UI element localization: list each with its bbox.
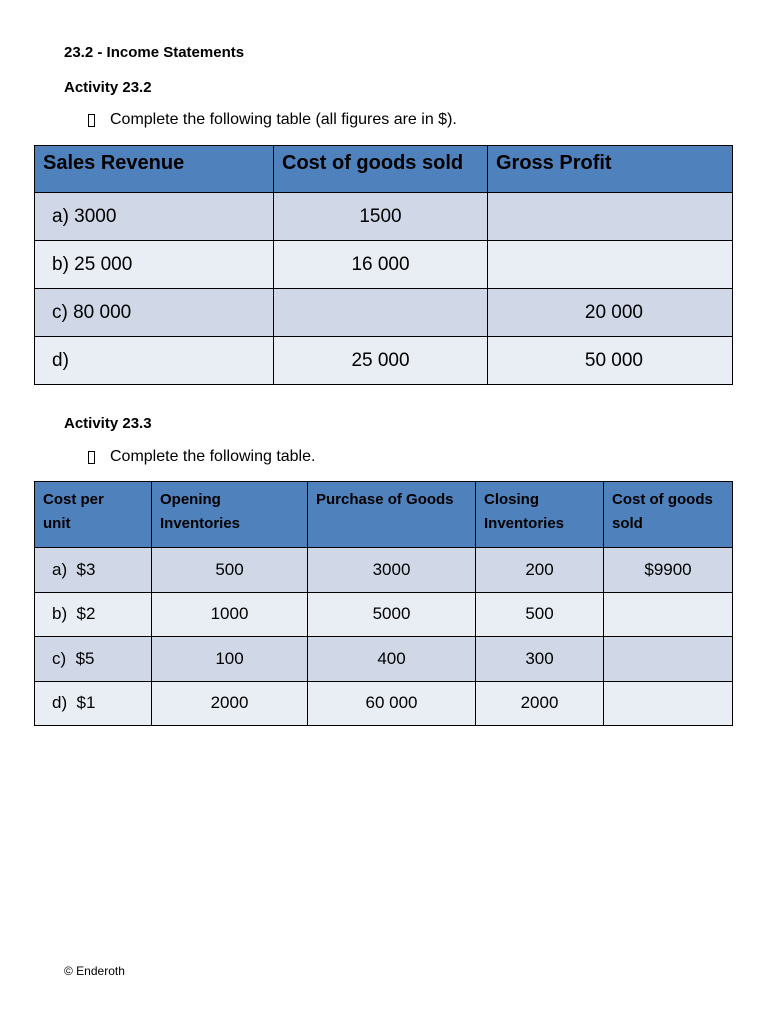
cost-of-goods-sold-cell[interactable] [604,637,733,682]
bullet-icon [88,451,95,464]
instruction-text: Complete the following table. [110,448,316,465]
cost-per-unit-cell: c) $5 [35,637,152,682]
activity-23-3-instruction [88,448,315,466]
cost-per-unit-cell: a) $3 [35,548,152,593]
cost-of-goods-sold-cell[interactable] [604,592,733,637]
cost-per-unit-cell: d) $1 [35,681,152,726]
header-sales-revenue: Sales Revenue [35,146,274,193]
header-gross-profit: Gross Profit [488,146,733,193]
sales-revenue-cell: a) 3000 [35,193,274,241]
table-row [35,548,733,593]
cost-of-goods-sold-table [34,481,733,726]
gross-profit-cell[interactable] [488,241,733,289]
cost-of-goods-cell: 16 000 [274,241,488,289]
activity-23-2-instruction [88,111,457,129]
cost-per-unit-cell: b) $2 [35,592,152,637]
table-row [35,193,733,241]
instruction-text: Complete the following table (all figures are in $). [110,111,457,128]
cost-of-goods-cell[interactable] [274,289,488,337]
gross-profit-table [34,145,733,385]
table-row [35,637,733,682]
header-cost-of-goods-sold: Cost of goods sold [274,146,488,193]
table-row [35,241,733,289]
gross-profit-cell[interactable] [488,193,733,241]
opening-inventories-cell: 500 [152,548,308,593]
closing-inventories-cell: 200 [476,548,604,593]
bullet-icon [88,114,95,127]
cost-of-goods-cell: 25 000 [274,337,488,385]
table-row [35,592,733,637]
header-cost-of-goods-sold: Cost of goods sold [604,482,733,548]
gross-profit-cell: 20 000 [488,289,733,337]
purchase-of-goods-cell: 3000 [308,548,476,593]
activity-23-2-label: Activity 23.2 [64,79,152,96]
table-row [35,289,733,337]
closing-inventories-cell: 300 [476,637,604,682]
activity-23-3-label: Activity 23.3 [64,415,152,432]
section-title: 23.2 - Income Statements [64,44,245,61]
sales-revenue-cell: b) 25 000 [35,241,274,289]
table-row [35,681,733,726]
gross-profit-cell: 50 000 [488,337,733,385]
header-cost-per-unit: Cost per unit [35,482,152,548]
sales-revenue-cell[interactable]: d) [35,337,274,385]
purchase-of-goods-cell: 5000 [308,592,476,637]
closing-inventories-cell: 500 [476,592,604,637]
header-opening-inventories: Opening Inventories [152,482,308,548]
purchase-of-goods-cell: 60 000 [308,681,476,726]
header-purchase-of-goods: Purchase of Goods [308,482,476,548]
cost-of-goods-sold-cell: $9900 [604,548,733,593]
header-closing-inventories: Closing Inventories [476,482,604,548]
opening-inventories-cell: 100 [152,637,308,682]
purchase-of-goods-cell: 400 [308,637,476,682]
opening-inventories-cell: 1000 [152,592,308,637]
copyright-footer: © Enderoth [64,964,125,978]
table-row [35,337,733,385]
opening-inventories-cell: 2000 [152,681,308,726]
sales-revenue-cell: c) 80 000 [35,289,274,337]
cost-of-goods-cell: 1500 [274,193,488,241]
closing-inventories-cell: 2000 [476,681,604,726]
cost-of-goods-sold-cell[interactable] [604,681,733,726]
